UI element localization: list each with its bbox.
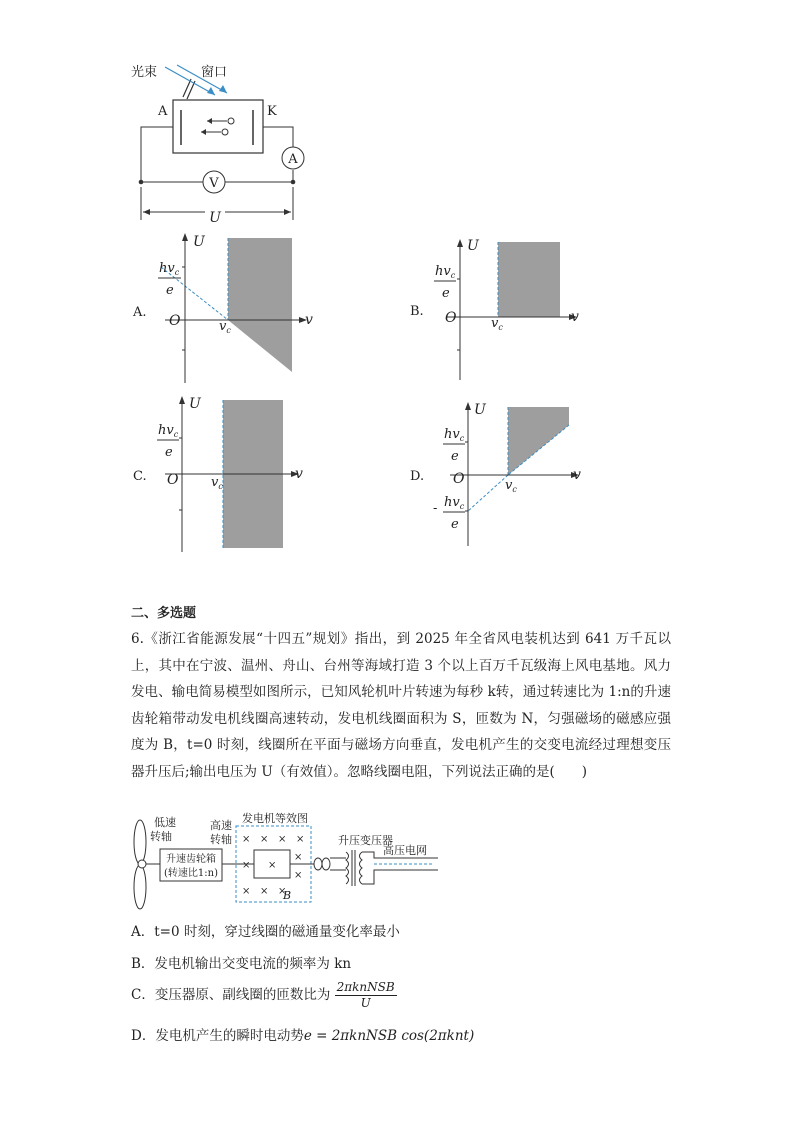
svg-text:e: e: [166, 283, 174, 298]
svg-text:A.: A.: [133, 305, 147, 320]
svg-text:(转速比1:n): (转速比1:n): [164, 868, 218, 879]
svg-text:hvc: $hv_c$: [444, 495, 465, 511]
svg-text:低速: 低速: [154, 816, 176, 829]
shaded-region: [228, 238, 292, 372]
svg-text:vc: $v_c$: [491, 316, 503, 332]
anode-label: A: [158, 104, 168, 119]
svg-text:O: O: [167, 472, 179, 488]
svg-text:e: e: [442, 286, 450, 301]
wind-power-diagram: [128, 812, 438, 912]
svg-text:A: A: [288, 152, 298, 167]
graph-option-b: [405, 235, 605, 385]
svg-text:v: v: [573, 467, 581, 483]
svg-text:e: e: [451, 517, 459, 532]
svg-text:×: ×: [268, 860, 277, 871]
svg-text:v: v: [571, 309, 579, 325]
svg-text:O: O: [169, 313, 181, 329]
svg-text:vc: $v_c$: [505, 478, 517, 494]
graph-option-a: [125, 228, 325, 388]
voltage-label: U: [209, 210, 221, 226]
svg-text:×: ×: [260, 834, 269, 845]
svg-text:×: ×: [294, 870, 303, 881]
svg-text:hvc: $hv_c$: [159, 261, 180, 277]
svg-text:升压变压器: 升压变压器: [338, 834, 393, 847]
graph-option-c: [125, 392, 325, 557]
option-a: A．t=0 时刻，穿过线圈的磁通量变化率最小: [131, 924, 400, 940]
svg-text:hvc: $hv_c$: [435, 264, 456, 280]
turbine-icon: [134, 820, 146, 909]
svg-text:发电机等效图: 发电机等效图: [242, 812, 308, 825]
svg-text:高速: 高速: [210, 819, 232, 832]
section-title: 二、多选题: [131, 606, 197, 621]
svg-text:转轴: 转轴: [150, 830, 172, 843]
photoelectric-circuit: [125, 55, 315, 230]
magnetic-field-crosses: [242, 834, 304, 897]
svg-text:×: ×: [242, 860, 251, 871]
svg-text:B: B: [283, 889, 292, 902]
question-text: 6.《浙江省能源发展“十四五”规划》指出，到 2025 年全省风电装机达到 641 万千瓦以上，其中在宁波、温州、舟山、台州等海域打造 3 个以上百万千瓦级海上风电基地。风力发电、输电简易模型如图所示，已知风轮机叶片转速为每秒 k转，通过转速比为 1:n的升速齿轮箱带动发电机线圈高速转动，发电机线圈面积为 S，匝数为 N，匀强磁场的磁感应强度为 B，t=0 时刻，线圈所在平面与磁场方向垂直，发电机产生的交变电流经过理想变压器升压后;输出电压为 U（有效值）。忽略线圈电阻，下列说法正确的是( ): [131, 631, 671, 780]
shaded-region: [508, 407, 569, 475]
svg-text:vc: $v_c$: [211, 475, 223, 491]
svg-text:v: v: [295, 466, 303, 482]
beam-label: 光束: [131, 65, 158, 80]
svg-text:U: U: [193, 234, 205, 250]
svg-text:B.: B.: [410, 304, 424, 319]
svg-text:转轴: 转轴: [210, 833, 232, 846]
phototube: [173, 100, 263, 153]
svg-text:高压电网: 高压电网: [383, 844, 427, 857]
svg-text:×: ×: [242, 834, 251, 845]
svg-text:×: ×: [294, 852, 303, 863]
svg-text:-: -: [433, 501, 438, 516]
svg-text:U: U: [474, 402, 486, 418]
svg-text:V: V: [209, 176, 219, 191]
svg-text:升速齿轮箱: 升速齿轮箱: [166, 854, 216, 865]
svg-text:×: ×: [278, 886, 287, 897]
svg-text:e: e: [451, 449, 459, 464]
window-label: 窗口: [201, 65, 228, 80]
svg-text:×: ×: [296, 834, 305, 845]
shaded-region: [498, 242, 560, 317]
svg-text:U: U: [189, 396, 201, 412]
svg-text:C.: C.: [133, 469, 147, 484]
svg-text:hvc: $hv_c$: [444, 427, 465, 443]
svg-text:v: v: [305, 312, 313, 328]
option-b: B．发电机输出交变电流的频率为 kn: [131, 956, 352, 972]
svg-text:×: ×: [260, 886, 269, 897]
svg-text:×: ×: [242, 886, 251, 897]
cathode-label: K: [267, 104, 277, 119]
svg-text:hvc: $hv_c$: [158, 423, 179, 439]
svg-text:×: ×: [278, 834, 287, 845]
option-d: D．发电机产生的瞬时电动势e = 2πknNSB cos(2πknt): [131, 1028, 475, 1044]
svg-text:O: O: [445, 310, 457, 326]
svg-text:O: O: [453, 471, 465, 487]
svg-text:D.: D.: [410, 469, 425, 484]
graph-option-d: [405, 398, 605, 548]
option-c: C．变压器原、副线圈的匝数比为 $\frac{\text{2πknNSB}}{U}$: [131, 980, 395, 1010]
svg-text:vc: $v_c$: [219, 319, 231, 335]
svg-text:U: U: [467, 238, 479, 254]
svg-text:e: e: [165, 445, 173, 460]
